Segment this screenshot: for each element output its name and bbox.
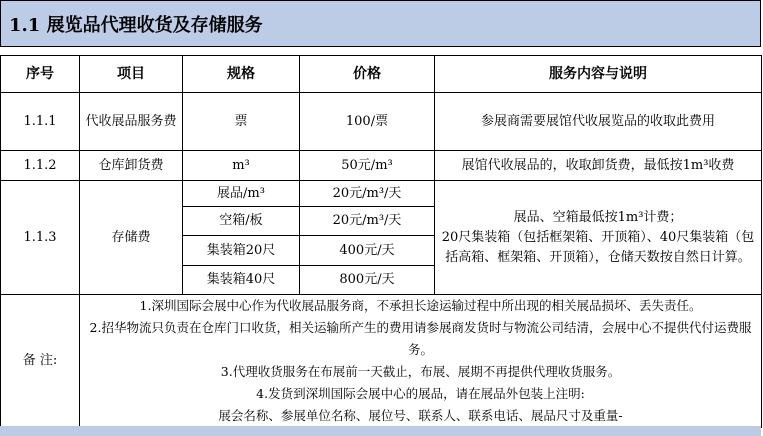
row-spec: 空箱/板 (183, 207, 300, 236)
notes-row (1, 295, 762, 428)
note-line: 4.发货到深圳国际会展中心的展品，请在展品外包装上注明: (256, 386, 585, 401)
row-no: 1.1.3 (1, 181, 80, 295)
row-item: 仓库卸货费 (80, 151, 183, 181)
table-row (1, 151, 762, 181)
row-no: 1.1.1 (1, 93, 80, 151)
note-line: 2.招华物流只负责在仓库门口收货，相关运输所产生的费用请参展商发货时与物流公司结清，会展中心不提供代付运费服务。 (89, 320, 752, 357)
desc-line: 展品、空箱最低按1m³计费； (513, 209, 683, 225)
row-desc (435, 181, 762, 295)
row-item: 代收展品服务费 (80, 93, 183, 151)
row-spec: 集装箱40尺 (183, 266, 300, 295)
service-table (0, 55, 762, 428)
row-spec: 展品/m³ (183, 181, 300, 207)
header-price: 价格 (300, 56, 435, 93)
row-no: 1.1.2 (1, 151, 80, 181)
section-title-bar (0, 0, 761, 47)
note-line: 展会名称、参展单位名称、展位号、联系人、联系电话、展品尺寸及重量- (218, 408, 623, 423)
row-price: 20元/m³/天 (300, 181, 435, 207)
note-line: 3.代理收货服务在布展前一天截止，布展、展期不再提供代理收货服务。 (220, 364, 621, 379)
row-price: 20元/m³/天 (300, 207, 435, 236)
section-title: 1.1 展览品代理收货及存储服务 (9, 15, 263, 36)
row-price: 50元/m³ (300, 151, 435, 181)
row-spec: m³ (183, 151, 300, 181)
row-price: 800元/天 (300, 266, 435, 295)
table-row (1, 181, 762, 207)
row-item: 存储费 (80, 181, 183, 295)
header-item: 项目 (80, 56, 183, 93)
row-price: 100/票 (300, 93, 435, 151)
row-desc: 展馆代收展品的，收取卸货费，最低按1m³收费 (435, 151, 762, 181)
row-spec: 票 (183, 93, 300, 151)
header-spec: 规格 (183, 56, 300, 93)
header-desc: 服务内容与说明 (435, 56, 762, 93)
note-line: 1.深圳国际会展中心作为代收展品服务商，不承担长途运输过程中所出现的相关展品损坏、丢失责任。 (139, 298, 702, 313)
row-spec: 集装箱20尺 (183, 236, 300, 266)
notes-label: 备 注: (1, 295, 80, 428)
table-row (1, 93, 762, 151)
bottom-bar (0, 426, 761, 436)
desc-line: 20尺集装箱（包括框架箱、开顶箱）、40尺集装箱（包括高箱、框架箱、开顶箱），仓储天数按自然日计算。 (441, 229, 755, 265)
row-price: 400元/天 (300, 236, 435, 266)
table-header-row (1, 56, 762, 93)
notes-content (80, 295, 762, 428)
header-no: 序号 (1, 56, 80, 93)
row-desc: 参展商需要展馆代收展览品的收取此费用 (435, 93, 762, 151)
